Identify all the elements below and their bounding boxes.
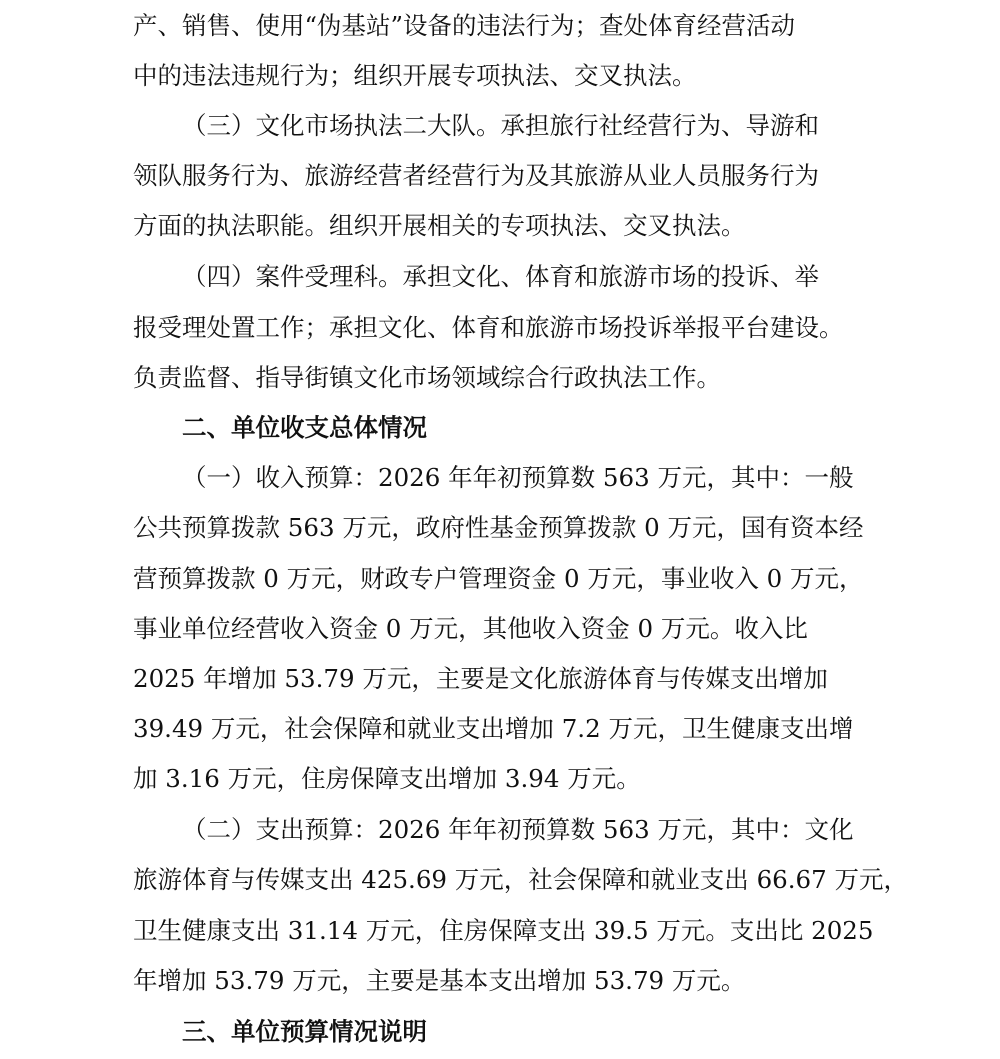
- paragraph-line: 事业单位经营收入资金 0 万元，其他收入资金 0 万元。收入比: [133, 614, 808, 643]
- paragraph-line: 负责监督、指导街镇文化市场领域综合行政执法工作。: [133, 363, 721, 392]
- paragraph-line: （三）文化市场执法二大队。承担旅行社经营行为、导游和: [182, 111, 819, 140]
- paragraph-line: 39.49 万元，社会保障和就业支出增加 7.2 万元，卫生健康支出增: [133, 714, 854, 743]
- section-heading: 三、单位预算情况说明: [182, 1017, 427, 1046]
- paragraph-line: 卫生健康支出 31.14 万元，住房保障支出 39.5 万元。支出比 2025: [133, 916, 874, 945]
- paragraph-line: 中的违法违规行为；组织开展专项执法、交叉执法。: [133, 61, 697, 90]
- paragraph-line: 旅游体育与传媒支出 425.69 万元，社会保障和就业支出 66.67 万元，: [133, 865, 909, 894]
- section-heading: 二、单位收支总体情况: [182, 413, 427, 442]
- paragraph-line: （一）收入预算：2026 年年初预算数 563 万元，其中：一般: [182, 463, 854, 492]
- paragraph-line: （四）案件受理科。承担文化、体育和旅游市场的投诉、举: [182, 262, 819, 291]
- paragraph-line: （二）支出预算：2026 年年初预算数 563 万元，其中：文化: [182, 815, 854, 844]
- paragraph-line: 2025 年增加 53.79 万元，主要是文化旅游体育与传媒支出增加: [133, 664, 828, 693]
- paragraph-line: 产、销售、使用“伪基站”设备的违法行为；查处体育经营活动: [133, 11, 796, 40]
- paragraph-line: 报受理处置工作；承担文化、体育和旅游市场投诉举报平台建设。: [133, 313, 844, 342]
- paragraph-line: 营预算拨款 0 万元，财政专户管理资金 0 万元，事业收入 0 万元，: [133, 564, 864, 593]
- paragraph-line: 公共预算拨款 563 万元，政府性基金预算拨款 0 万元，国有资本经: [133, 513, 864, 542]
- paragraph-line: 方面的执法职能。组织开展相关的专项执法、交叉执法。: [133, 211, 746, 240]
- paragraph-line: 年增加 53.79 万元，主要是基本支出增加 53.79 万元。: [133, 966, 746, 995]
- paragraph-line: 加 3.16 万元，住房保障支出增加 3.94 万元。: [133, 764, 641, 793]
- paragraph-line: 领队服务行为、旅游经营者经营行为及其旅游从业人员服务行为: [133, 161, 819, 190]
